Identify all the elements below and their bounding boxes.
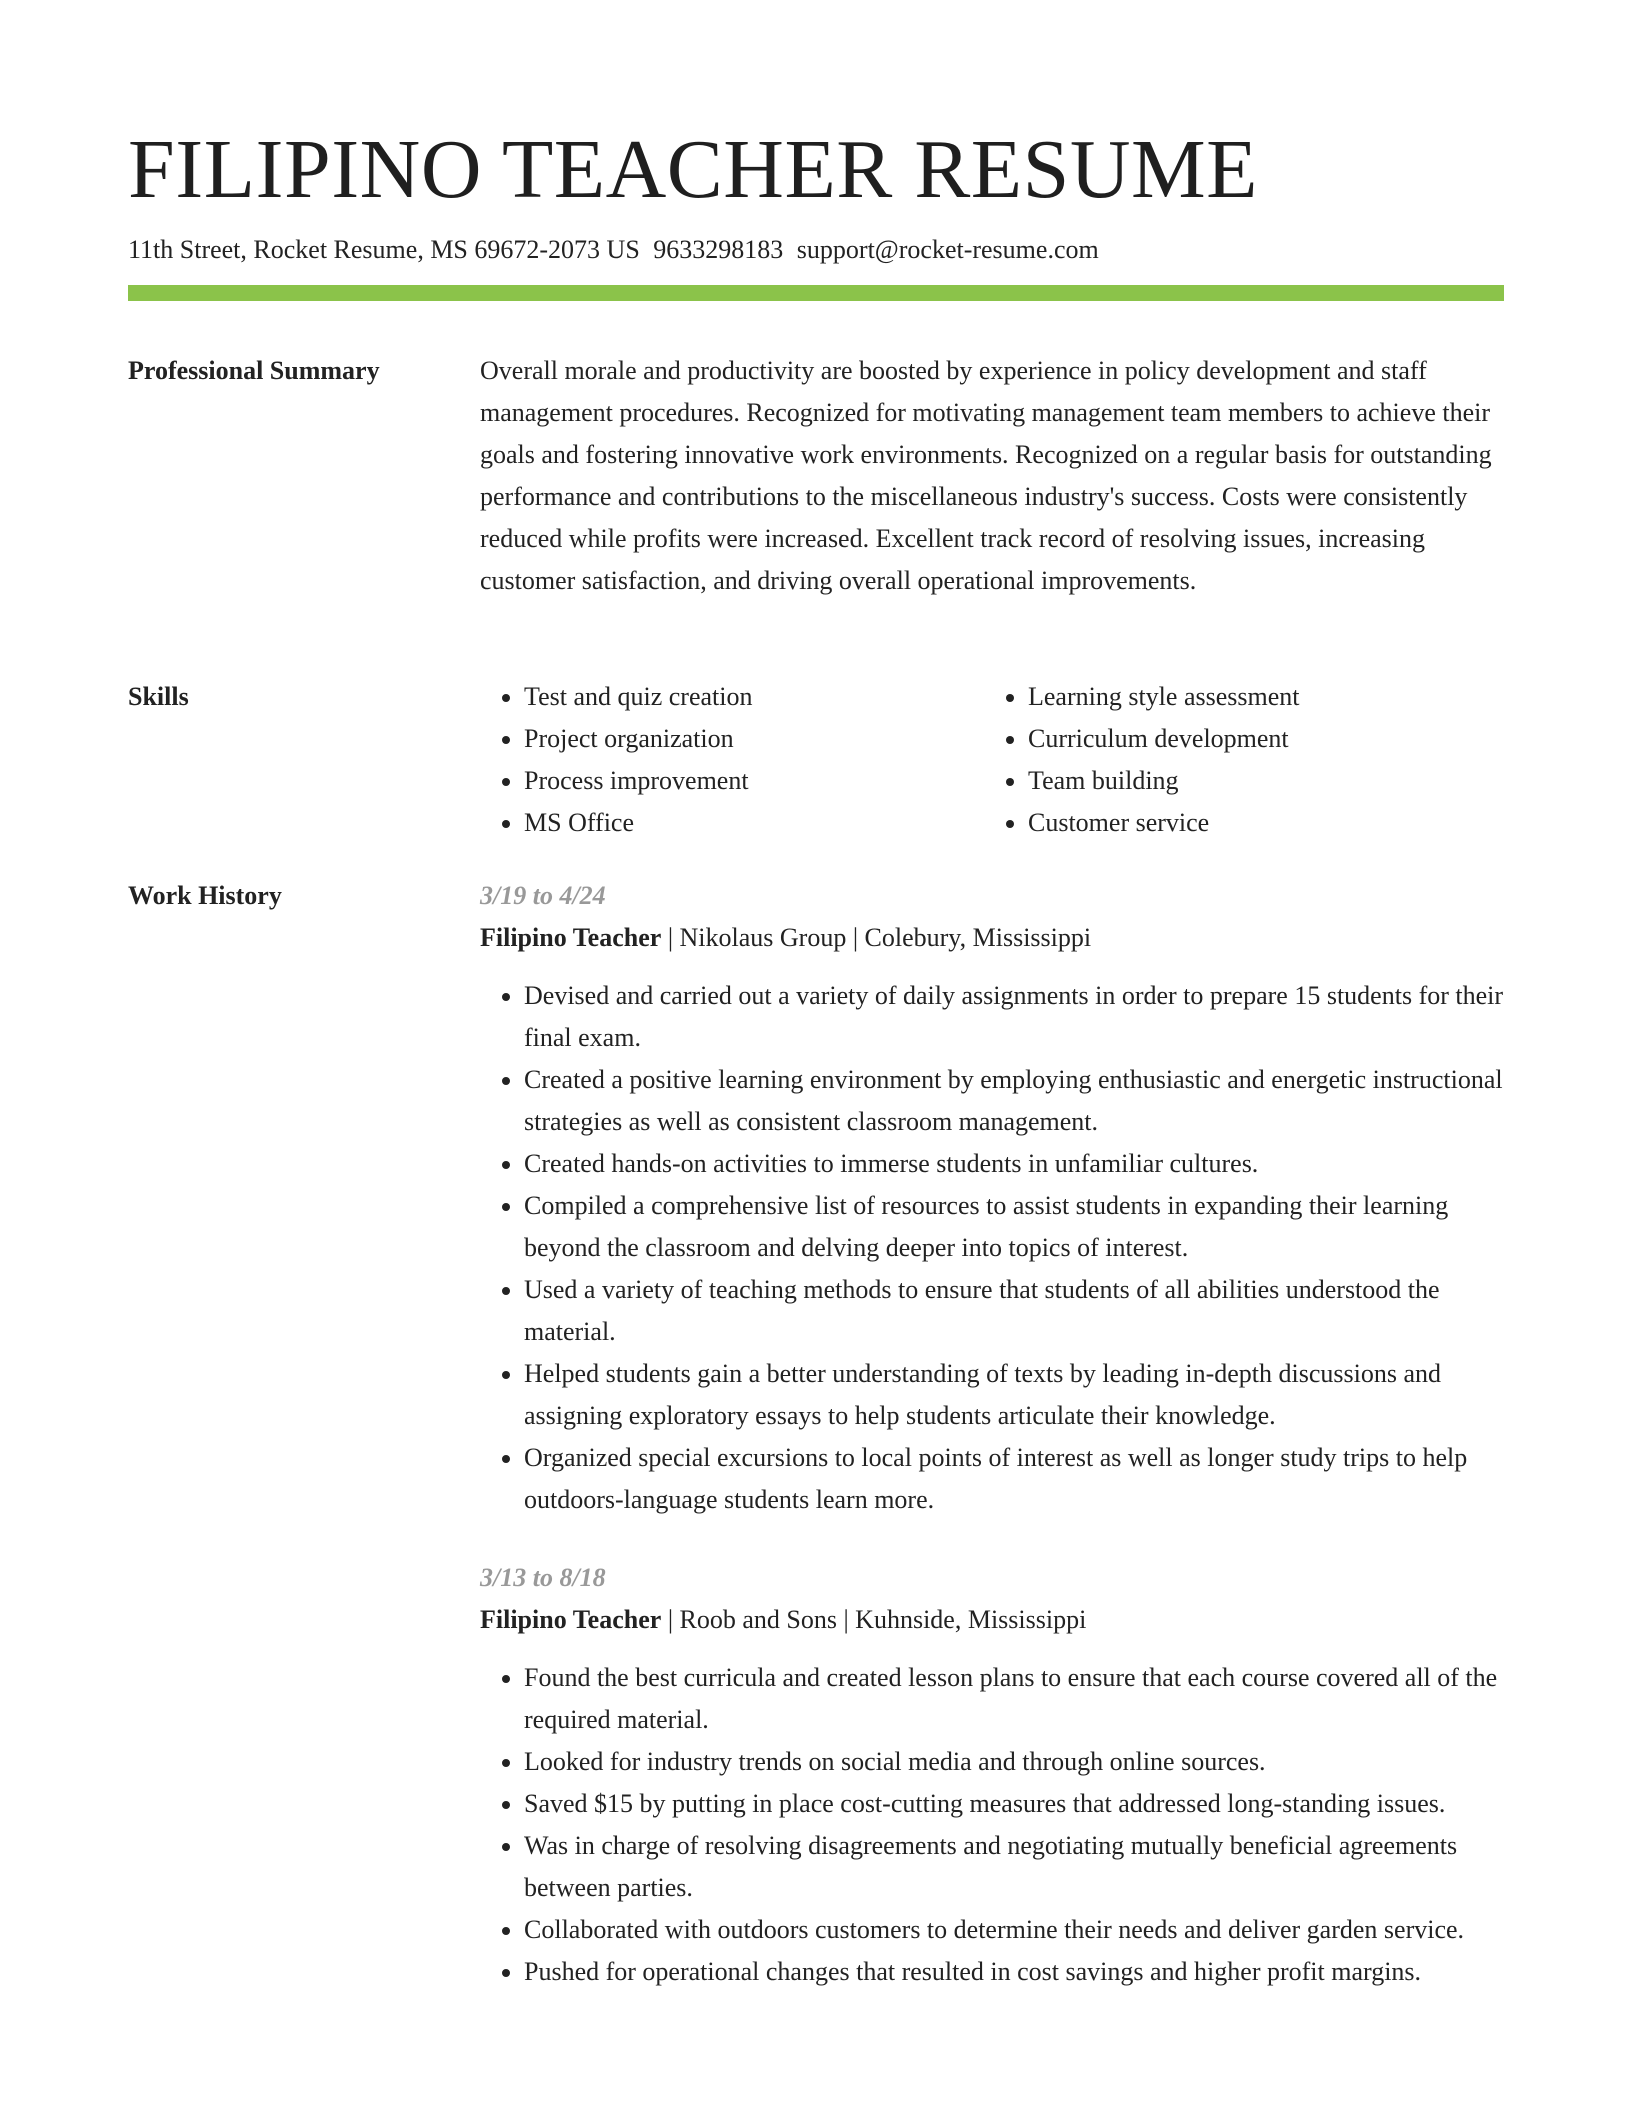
job-heading (480, 917, 1504, 959)
job-bullet-list (480, 975, 1504, 1521)
job-entry (480, 1557, 1504, 1993)
contact-email: support@rocket-resume.com (796, 235, 1099, 264)
job-bullet: • Created hands-on activities to immerse students in unfamiliar cultures. (524, 1143, 1504, 1185)
job-dates: 3/13 to 8/18 (480, 1563, 606, 1592)
job-bullet: • Saved $15 by putting in place cost-cutting measures that addressed long-standing issues. (524, 1783, 1504, 1825)
header-divider (128, 285, 1504, 301)
job-title: Filipino Teacher (480, 923, 662, 952)
job-title: Filipino Teacher (480, 1605, 662, 1634)
job-bullet: • Created a positive learning environment by employing enthusiastic and energetic instructional strategies as well as consistent classroom management. (524, 1059, 1504, 1143)
job-bullet: • Used a variety of teaching methods to ensure that students of all abilities understood the material. (524, 1269, 1504, 1353)
job-bullet: • Found the best curricula and created lesson plans to ensure that each course covered all of the required material. (524, 1657, 1504, 1741)
summary-body (480, 350, 1504, 602)
skills-list-left (480, 676, 984, 844)
job-details: | Roob and Sons | Kuhnside, Mississippi (661, 1605, 1087, 1634)
job-bullet: • Compiled a comprehensive list of resources to assist students in expanding their learning beyond the classroom and delving deeper into topics of interest. (524, 1185, 1504, 1269)
job-details: | Nikolaus Group | Colebury, Mississippi (661, 923, 1092, 952)
job-bullet: • Looked for industry trends on social media and through online sources. (524, 1741, 1504, 1783)
skill-item: • Curriculum development (1028, 718, 1504, 760)
job-heading (480, 1599, 1504, 1641)
skills-list-right (984, 676, 1504, 844)
skill-item: • Test and quiz creation (524, 676, 984, 718)
skill-item: • Team building (1028, 760, 1504, 802)
skill-item: • MS Office (524, 802, 984, 844)
job-bullet: • Devised and carried out a variety of daily assignments in order to prepare 15 students for their final exam. (524, 975, 1504, 1059)
work-history-heading: Work History (128, 881, 282, 910)
contact-phone: 9633298183 (653, 235, 784, 264)
job-bullet-list (480, 1657, 1504, 1993)
job-bullet: • Pushed for operational changes that resulted in cost savings and higher profit margins. (524, 1951, 1504, 1993)
skill-item: • Learning style assessment (1028, 676, 1504, 718)
job-entry (480, 875, 1504, 1521)
skills-grid (480, 676, 1504, 844)
job-bullet: • Helped students gain a better understanding of texts by leading in-depth discussions and assigning exploratory essays to help students articulate their knowledge. (524, 1353, 1504, 1437)
summary-text: Overall morale and productivity are boosted by experience in policy development and staff management procedures. Recognized for motivating management team members to achieve their goals and fostering innovative work environments. Recognized on a regular basis for outstanding performance and contributions to the miscellaneous industry's success. Costs were consistently reduced while profits were increased. Excellent track record of resolving issues, increasing customer satisfaction, and driving overall operational improvements. (480, 356, 1492, 595)
work-history-body (480, 875, 1504, 1993)
job-dates: 3/19 to 4/24 (480, 881, 606, 910)
skill-item: • Customer service (1028, 802, 1504, 844)
resume-title: FILIPINO TEACHER RESUME (128, 123, 1258, 216)
contact-address: 11th Street, Rocket Resume, MS 69672-2073 US (128, 235, 640, 264)
job-bullet: • Organized special excursions to local points of interest as well as longer study trips to help outdoors-language students learn more. (524, 1437, 1504, 1521)
job-bullet: • Was in charge of resolving disagreements and negotiating mutually beneficial agreements between parties. (524, 1825, 1504, 1909)
skills-body (480, 676, 1504, 844)
job-bullet: • Collaborated with outdoors customers to determine their needs and deliver garden service. (524, 1909, 1504, 1951)
contact-line (128, 232, 1099, 268)
skill-item: • Process improvement (524, 760, 984, 802)
summary-heading: Professional Summary (128, 356, 380, 385)
skills-heading: Skills (128, 682, 189, 711)
skill-item: • Project organization (524, 718, 984, 760)
